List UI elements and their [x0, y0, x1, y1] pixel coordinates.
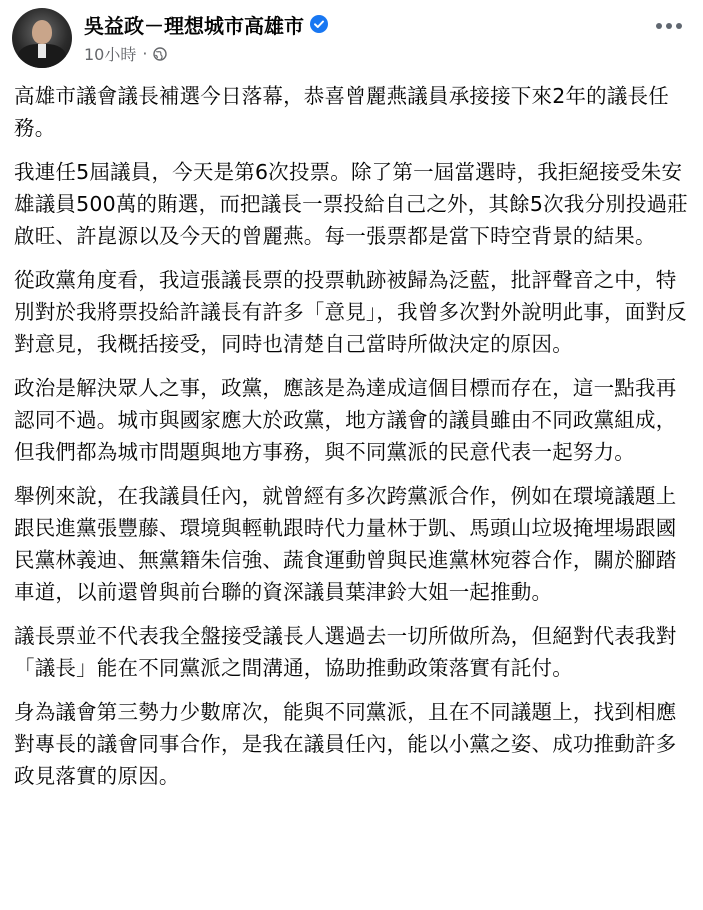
- author-name[interactable]: 吳益政－理想城市高雄市: [84, 13, 304, 38]
- post-paragraph: 議長票並不代表我全盤接受議長人選過去一切所做所為，但絕對代表我對「議長」能在不同黨派之間溝通，協助推動政策落實有託付。: [14, 624, 677, 680]
- post-meta: [84, 42, 167, 64]
- more-options-icon: [656, 23, 662, 29]
- post-body: [14, 80, 690, 804]
- globe-icon[interactable]: [153, 46, 167, 60]
- author-row: [84, 10, 328, 38]
- meta-separator: ·: [142, 43, 148, 63]
- post-paragraph: 從政黨角度看，我這張議長票的投票軌跡被歸為泛藍，批評聲音之中，特別對於我將票投給許議長有許多「意見」，我曾多次對外說明此事，面對反對意見，我概括接受，同時也清楚自己當時所做決定的原因。: [14, 268, 687, 356]
- post-timestamp[interactable]: 10小時: [84, 44, 137, 64]
- more-options-icon-dot-2: [666, 23, 672, 29]
- avatar[interactable]: [12, 8, 72, 68]
- post-paragraph: 政治是解決眾人之事，政黨，應該是為達成這個目標而存在，這一點我再認同不過。城市與國家應大於政黨，地方議會的議員雖由不同政黨組成，但我們都為城市問題與地方事務，與不同黨派的民意代表一起努力。: [14, 376, 677, 464]
- post-paragraph: 高雄市議會議長補選今日落幕，恭喜曾麗燕議員承接接下來2年的議長任務。: [14, 84, 669, 140]
- more-options-button[interactable]: [651, 12, 687, 40]
- avatar-face: [32, 20, 52, 44]
- post-paragraph: 舉例來說，在我議員任內，就曾經有多次跨黨派合作，例如在環境議題上跟民進黨張豐藤、環境與輕軌跟時代力量林于凱、馬頭山垃圾掩埋場跟國民黨林義迪、無黨籍朱信強、蔬食運動曾與民進黨林宛蓉合作，關於腳踏車道，以前還曾與前台聯的資深議員葉津鈴大姐一起推動。: [14, 484, 677, 604]
- more-options-icon-dot-3: [676, 23, 682, 29]
- verified-badge-icon: [310, 15, 328, 33]
- post-header: [12, 8, 691, 68]
- post-paragraph: 身為議會第三勢力少數席次，能與不同黨派，且在不同議題上，找到相應對專長的議會同事合作，是我在議員任內，能以小黨之姿、成功推動許多政見落實的原因。: [14, 700, 677, 788]
- post-paragraph: 我連任5屆議員，今天是第6次投票。除了第一屆當選時，我拒絕接受朱安雄議員500萬的賄選，而把議長一票投給自己之外，其餘5次我分別投過莊啟旺、許崑源以及今天的曾麗燕。每一張票都是當下時空背景的結果。: [14, 160, 688, 248]
- avatar-collar: [38, 44, 46, 58]
